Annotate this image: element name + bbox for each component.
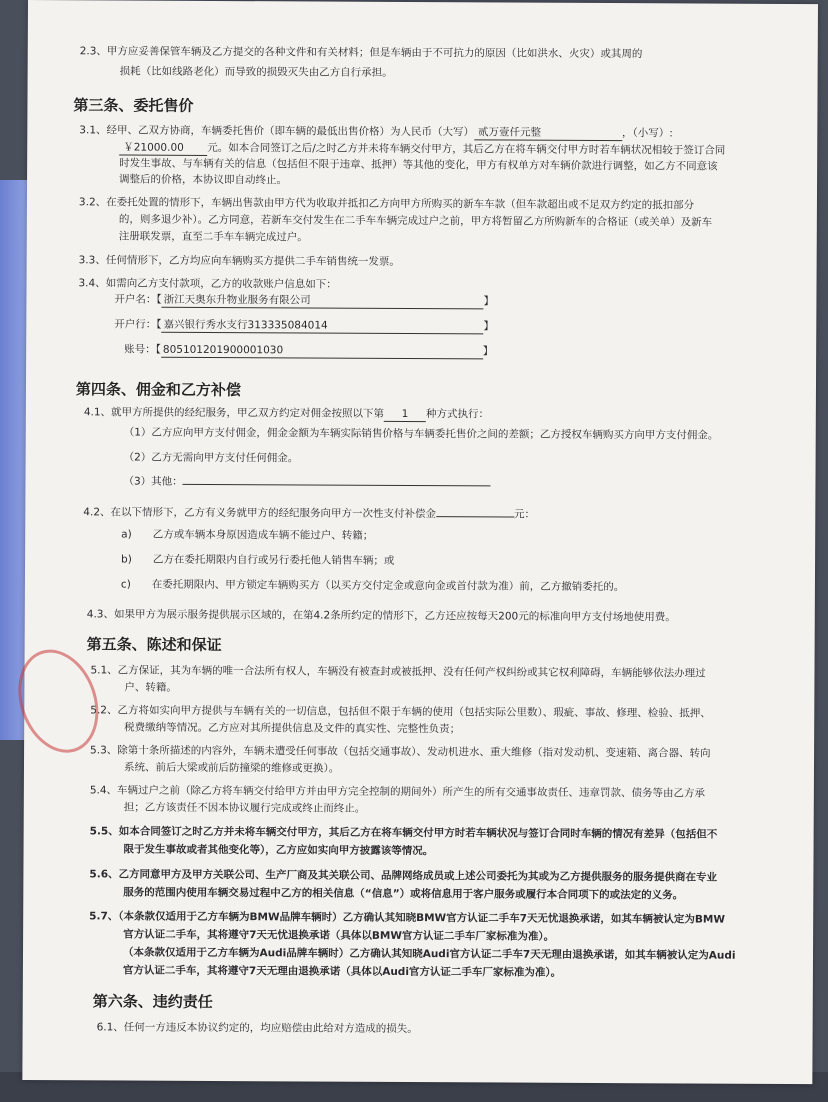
clause-5-6-line1: 5.6、乙方同意甲方及甲方关联公司、生产厂商及其关联公司、品牌网络成员或上述公司委托为其或为乙方提供服务的服务提供商在专业 xyxy=(89,868,718,884)
document-page xyxy=(22,0,818,1084)
account-name-row xyxy=(114,292,494,309)
clause-3-2-line1: 3.2、在委托处置的情形下，车辆出售款由甲方代为收取并抵扣乙方向甲方所购买的新车车款（但车款超出或不足双方约定的抵扣部分 xyxy=(78,196,695,212)
clause-4-1 xyxy=(84,405,489,422)
clause-5-2-line1: 5.2、乙方将如实向甲方提供与车辆有关的一切信息，包括但不限于车辆的使用（包括实际公里数）、瑕疵、事故、修理、检验、抵押、 xyxy=(90,704,711,720)
bracket-close: 】 xyxy=(483,320,495,333)
clause-5-7-line3: （本条款仅适用于乙方车辆为Audi品牌车辆时）乙方确认其知晓Audi官方认证二手车7天无理由退换承诺，如其车辆被认定为Audi xyxy=(122,946,736,962)
clause-3-1-text2: ，（小写）: xyxy=(621,127,673,140)
account-bank-value: 嘉兴银行秀水支行313335084014 xyxy=(162,318,484,335)
commission-option-field: 1 xyxy=(384,407,426,422)
option-1: （1）乙方应向甲方支付佣金，佣金金额为车辆实际销售价格与车辆委托售价之间的差额；乙方授权车辆购买方向甲方支付佣金。 xyxy=(123,426,719,442)
price-lowercase-field: ￥21000.00 xyxy=(119,140,207,155)
clause-3-4: 3.4、如需向乙方支付款项，乙方的收款账户信息如下： xyxy=(78,277,337,291)
option-3-label: （3）其他： xyxy=(123,475,183,488)
account-number-row xyxy=(124,343,493,360)
clause-5-7-line2: 官方认证二手车，其将遵守7天无忧退换承诺（具体以BMW官方认证二手车厂家标准为准）。 xyxy=(123,928,555,943)
account-number-value: 805101201900001030 xyxy=(161,343,483,360)
clause-4-1-text2: 种方式执行： xyxy=(426,408,490,421)
section-5-heading: 第五条、陈述和保证 xyxy=(86,635,222,655)
clause-5-4-line2: 担；乙方该责任不因本协议履行完成或终止而终止。 xyxy=(123,801,366,815)
clause-4-2-c: c) 在委托期限内、甲方锁定车辆购买方（以买方交付定金或意向金或首付款为准）前，乙方撤销委托的。 xyxy=(120,578,625,594)
clause-3-1-line2 xyxy=(119,140,725,158)
clause-5-1-line1: 5.1、乙方保证，其为车辆的唯一合法所有权人，车辆没有被查封或被抵押、没有任何产权纠纷或其它权利障碍，车辆能够依法办理过 xyxy=(90,664,706,680)
section-3-heading: 第三条、委托售价 xyxy=(73,96,194,115)
clause-3-2-line2: 的，则多退少补）。乙方同意，若新车交付发生在二手车车辆完成过户之前，甲方将暂留乙方所购新车的合格证（或关单）及新车 xyxy=(118,213,713,229)
clause-3-2-line3: 注册联发票，直至二手车车辆完成过户。 xyxy=(118,230,308,244)
clause-2-3-line2: 损耗（比如线路老化）而导致的损毁灭失由乙方自行承担。 xyxy=(119,65,393,79)
clause-4-2 xyxy=(83,505,535,521)
option-2: （2）乙方无需向甲方支付任何佣金。 xyxy=(123,451,299,465)
clause-4-2-b: b) 乙方在委托期限内自行或另行委托他人销售车辆；或 xyxy=(121,553,395,567)
clause-3-3: 3.3、任何情形下，乙方均应向车辆购买方提供二手车销售统一发票。 xyxy=(78,254,400,268)
option-3-field xyxy=(183,484,491,487)
bracket-close: 】 xyxy=(482,345,494,358)
option-3 xyxy=(123,475,490,491)
clause-4-2-a: a) 乙方或车辆本身原因造成车辆不能过户、转籍； xyxy=(121,528,374,542)
clause-2-3-line1: 2.3、甲方应妥善保管车辆及乙方提交的各种文件和有关材料；但是车辆由于不可抗力的原因（比如洪水、火灾）或其周的 xyxy=(79,45,643,61)
clause-5-5-line1: 5.5、如本合同签订之时乙方并未将车辆交付甲方，其后乙方在将车辆交付甲方时若车辆状况与签订合同时车辆的情况有差异（包括但不 xyxy=(89,825,718,841)
clause-4-2-text2: 元： xyxy=(513,508,536,521)
clause-4-1-text: 4.1、就甲方所提供的经纪服务，甲乙双方约定对佣金按照以下第 xyxy=(83,406,385,420)
account-name-value: 浙江天奥东升物业服务有限公司 xyxy=(162,293,484,310)
clause-4-2-text: 4.2、在以下情形下，乙方有义务就甲方的经纪服务向甲方一次性支付补偿金 xyxy=(83,506,437,521)
clause-5-2-line2: 税费缴纳等情况。乙方应对其所提供信息及文件的真实性、完整性负责； xyxy=(124,721,461,736)
clause-3-1-line3: 时发生事故、与车辆有关的信息（包括但不限于违章、抵押）等其他的变化，甲方有权单方对车辆价款进行调整，如乙方不同意该 xyxy=(119,157,718,173)
bracket-close: 】 xyxy=(483,295,495,308)
clause-5-6-line2: 服务的范围内使用车辆交易过程中乙方的相关信息（“信息”）或将信息用于客户服务或履行本合同项下的或法定的义务。 xyxy=(123,886,684,902)
account-name-label: 开户名：【 xyxy=(114,293,162,306)
clause-5-7-line1: 5.7、（本条款仅适用于乙方车辆为BMW品牌车辆时）乙方确认其知晓BMW官方认证二手车7天无忧退换承诺，如其车辆被认定为BMW xyxy=(89,910,725,926)
section-4-heading: 第四条、佣金和乙方补偿 xyxy=(75,380,242,400)
clause-3-1-line1 xyxy=(79,123,673,141)
compensation-field xyxy=(436,516,514,517)
clause-5-1-line2: 户、转籍。 xyxy=(124,681,177,694)
clause-3-1-text: 3.1、经甲、乙双方协商，车辆委托售价（即车辆的最低出售价格）为人民币（大写） xyxy=(79,124,475,139)
clause-5-3-line2: 系统、前后大梁或前后防撞梁的维修或更换）。 xyxy=(123,761,340,775)
clause-5-4-line1: 5.4、车辆过户之前（除乙方将车辆交付给甲方并由甲方完全控制的期间外）所产生的所有交通事故责任、违章罚款、债务等由乙方承 xyxy=(89,784,706,800)
account-bank-label: 开户行：【 xyxy=(114,318,162,331)
price-uppercase-field: 贰万壹仟元整 xyxy=(474,125,622,141)
clause-6-1: 6.1、任何一方违反本协议约定的，均应赔偿由此给对方造成的损失。 xyxy=(96,1021,418,1036)
section-6-heading: 第六条、违约责任 xyxy=(92,992,213,1011)
clause-3-1-text3: 元。如本合同签订之后/之时乙方并未将车辆交付甲方，其后乙方在将车辆交付甲方时若车辆状况相较于签订合同 xyxy=(207,141,726,157)
clause-5-7-line4: 官方认证二手车，其将遵守7天无理由退换承诺（具体以Audi官方认证二手车厂家标准为准）。 xyxy=(122,964,562,979)
clause-3-1-line4: 调整后的价格，本协议即自动终止。 xyxy=(119,173,288,187)
clause-5-3-line1: 5.3、除第十条所描述的内容外，车辆未遭受任何事故（包括交通事故）、发动机进水、重大维修（指对发动机、变速箱、离合器、转向 xyxy=(90,744,711,760)
clause-4-3: 4.3、如果甲方为展示服务提供展示区域的，在第4.2条所约定的情形下，乙方还应按每天200元的标准向甲方支付场地使用费。 xyxy=(86,608,676,624)
account-number-label: 账号：【 xyxy=(124,343,161,356)
account-bank-row xyxy=(114,317,494,334)
clause-5-5-line2: 限于发生事故或者其他变化等），乙方应如实向甲方披露该等情况。 xyxy=(123,843,434,858)
